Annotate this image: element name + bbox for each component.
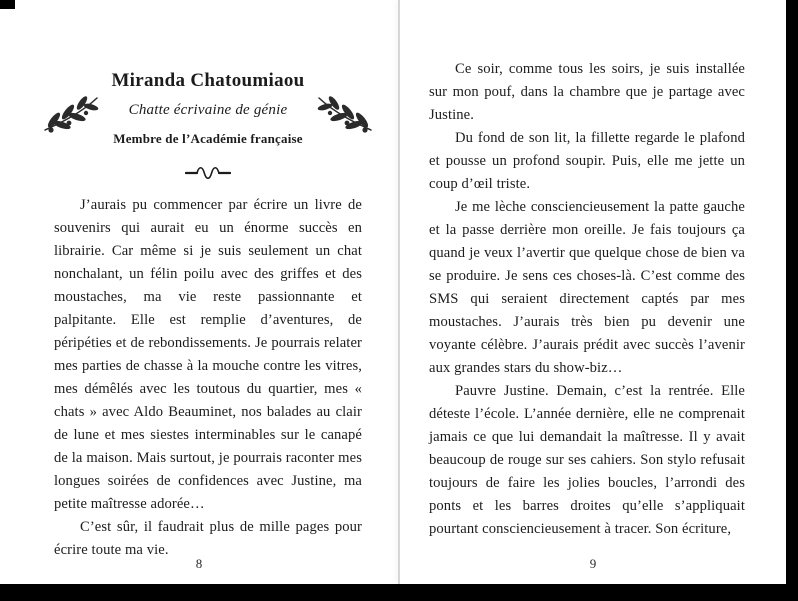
page-right [400,0,786,584]
author-subtitle: Chatte écrivaine de génie [128,101,288,118]
chapter-header [54,70,362,147]
body-paragraph: C’est sûr, il faudrait plus de mille pages pour écrire toute ma vie. [54,518,362,558]
scan-edge-bottom [0,584,798,601]
scan-edge-top-left [0,0,15,9]
page-number-right: 9 [589,556,597,571]
olive-branch-left-icon [42,90,100,136]
scan-edge-right [786,0,798,601]
body-paragraph: Je me lèche consciencieusement la patte gauche et la passe derrière mon oreille. Je fais toujours ça quand je veux l’avertir que quelque chose de bien va se produire. Je sens ces choses-là. C’est comme des SMS qui seraient directement captés par mes moustaches. J’aurais très bien pu devenir une voyante célèbre. J’aurais prédit avec succès l’avenir aux grandes stars du show-biz… [429,199,745,376]
left-page-body [54,194,362,562]
body-paragraph: Ce soir, comme tous les soirs, je suis installée sur mon pouf, dans la chambre que je partage avec Justine. [429,61,745,123]
body-paragraph: Du fond de son lit, la fillette regarde le plafond et pousse un profond soupir. Puis, elle me jette un coup d’œil triste. [429,130,745,192]
squiggle-divider-icon [54,166,362,180]
author-affiliation: Membre de l’Académie française [113,130,303,146]
page-left [0,0,398,584]
author-title: Miranda Chatoumiaou [111,70,305,91]
page-number-left: 8 [195,556,203,571]
olive-branch-right-icon [316,90,374,136]
body-paragraph: J’aurais pu commencer par écrire un livre de souvenirs qui aurait eu un énorme succès en librairie. Car même si je suis seulement un chat nonchalant, un félin poilu avec des griffes et des moustaches, ma vie reste passionnante et palpitante. Elle est remplie d’aventures, de péripéties et de rebondissements. Je pourrais relater mes parties de chasse à la mouche contre les vitres, mes démêlés avec les toutous du quartier, mes « chats » avec Aldo Beauminet, nos balades au clair de lune et mes siestes interminables sur le canapé de la maison. Mais surtout, je pourrais raconter mes longues soirées de confidences avec Justine, ma petite maîtresse adorée… [54,196,362,512]
right-page-body [429,58,745,541]
body-paragraph: Pauvre Justine. Demain, c’est la rentrée. Elle déteste l’école. L’année dernière, elle ne comprenait jamais ce que lui demandait la maîtresse. Il y avait beaucoup de rouge sur ses cahiers. Son stylo refusait toujours de faire les jolies boucles, l’arrondi des ponts et les barres droites qu’elle s’appliquait pourtant consciencieusement à tracer. Son écriture, [429,383,745,537]
